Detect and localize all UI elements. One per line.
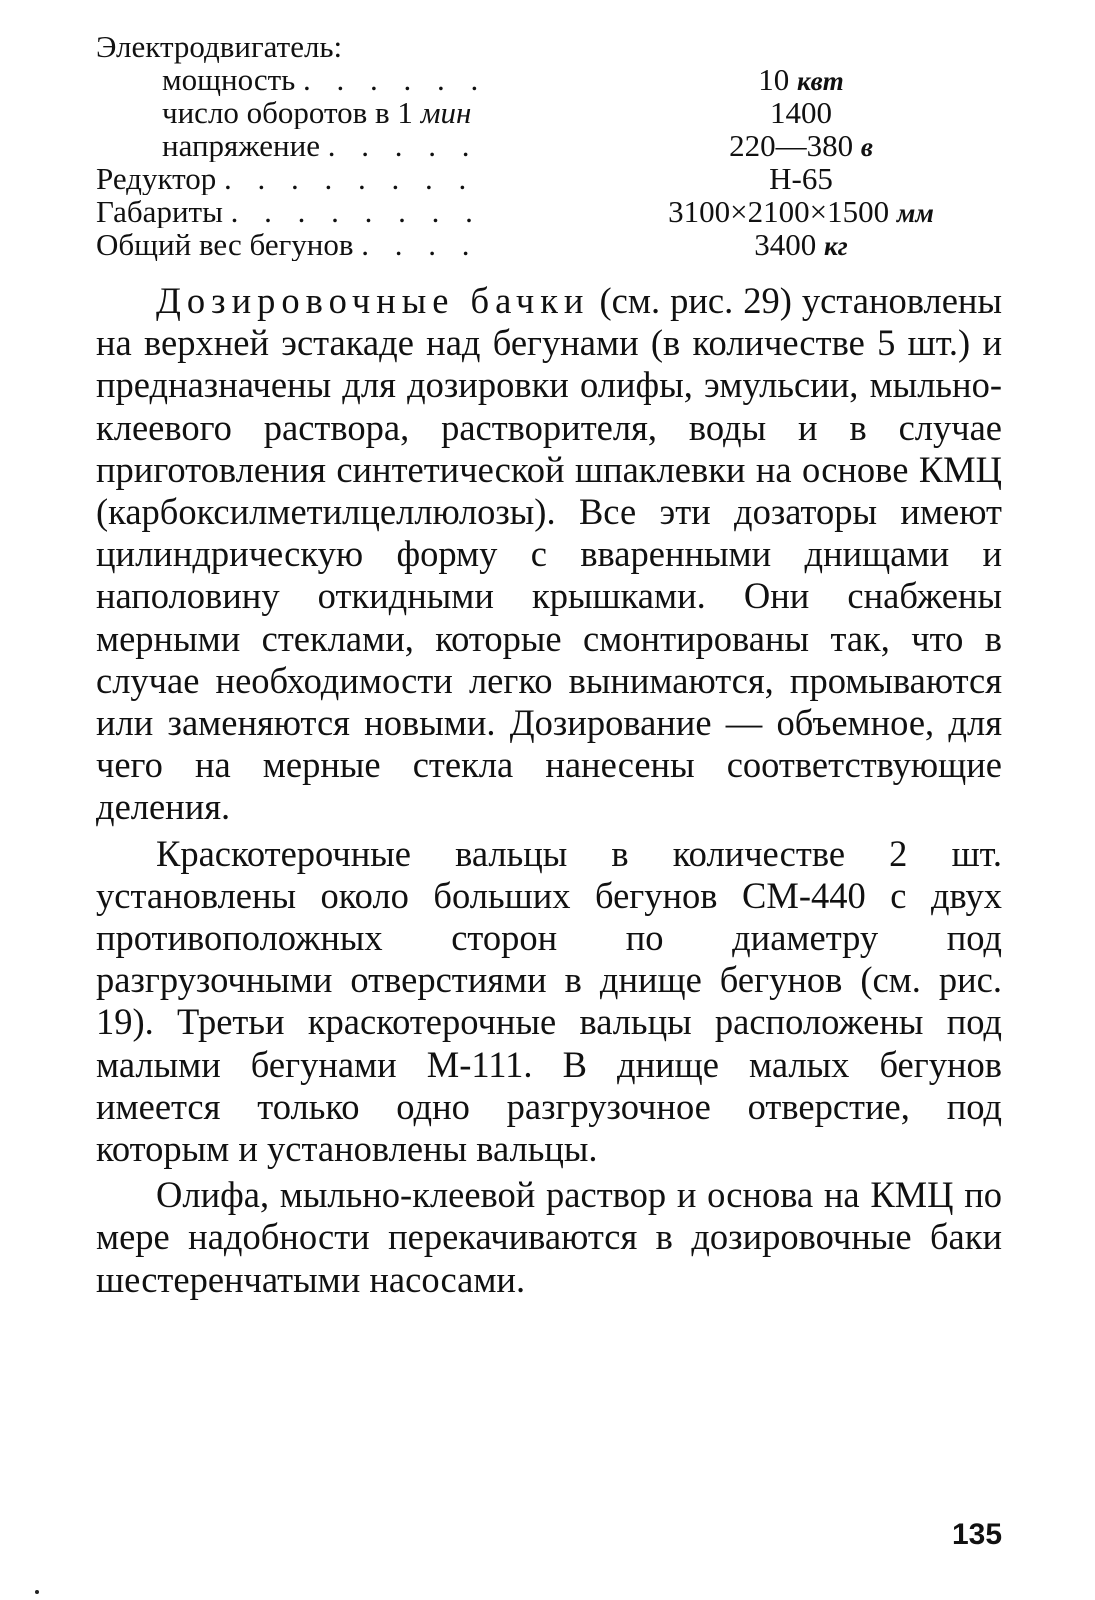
spec-value: 3400 [754,227,817,262]
spec-label-italic: мин [420,96,472,129]
spec-row-rpm [96,96,1006,129]
spec-unit: квт [797,66,844,96]
leader-dots: . . . . . . . . [230,195,482,228]
print-speck [35,1590,39,1594]
spec-label: Общий вес бегунов [96,228,354,261]
leader-dots: . . . . [361,228,479,261]
spec-table [96,30,1006,261]
spec-heading-row [96,30,1006,63]
paragraph-dosing-tanks [96,280,1002,829]
spec-row-power [96,63,1006,96]
spec-row-dimensions [96,195,1006,228]
body-text [96,280,1002,1305]
spec-value: 220—380 [729,128,854,163]
spec-unit: кг [824,231,848,261]
spec-label: Редуктор [96,162,217,195]
spec-value: 1400 [770,95,832,130]
paragraph-oil: Олифа, мыльно-клеевой раствор и основа на КМЦ по мере надобности перекачиваются в дозировочные баки шестеренчатыми насосами. [96,1174,1002,1300]
spec-value: 10 [758,62,790,97]
spec-heading: Электродвигатель: [96,29,343,64]
spec-row-weight [96,228,1006,261]
spec-label: число оборотов в 1 [162,96,421,129]
spec-label: напряжение [162,129,320,162]
spec-value: 3100×2100×1500 [668,194,890,229]
spec-unit: мм [896,198,934,228]
leader-dots: . . . . . . . . [224,162,476,195]
paragraph-text: (см. рис. 29) установлены на верхней эстакаде над бегунами (в количестве 5 шт.) и предназначены для дозировки олифы, эмульсии, мыльно-клеевого раствора, растворителя, воды и в случае приготовления синтетической шпаклевки на основе КМЦ (карбоксилметилцеллюлозы). Все эти дозаторы имеют цилиндрическую форму с вваренными днищами и наполовину откидными крышками. Они снабжены мерными стеклами, которые смонтированы так, что в случае необходимости легко вынимаются, промываются или заменяются новыми. Дозирование — объемное, для чего на мерные стекла нанесены соответствующие деления. [96,280,1002,828]
spec-value: Н-65 [769,161,833,196]
spec-label: мощность [162,63,296,96]
spec-row-reducer [96,162,1006,195]
leader-dots: . . . . . [327,129,479,162]
paragraph-rollers: Краскотерочные вальцы в количестве 2 шт. установлены около больших бегунов СМ-440 с двух противоположных сторон по диаметру под разгрузочными отверстиями в днище бегунов (см. рис. 19). Третьи краскотерочные вальцы расположены под малыми бегунами М-111. В днище малых бегунов имеется только одно разгрузочное отверстие, под которым и установлены вальцы. [96,832,1002,1170]
spec-unit: в [860,132,873,162]
page-number: 135 [952,1518,1003,1551]
spec-label: Габариты [96,195,223,228]
spec-row-voltage [96,129,1006,162]
spaced-term: Дозировочные бачки [156,280,590,321]
leader-dots: . . . . . . [303,63,488,96]
